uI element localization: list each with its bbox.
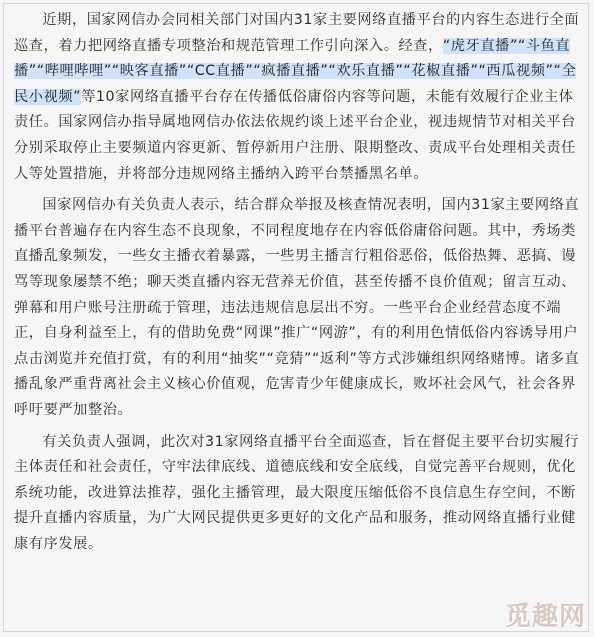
watermark-logo: 觅趣网: [504, 602, 586, 632]
paragraph-2-text: 国家网信办有关负责人表示，结合群众举报及核查情况表明，国内31家主要网络直播平台普遍存在内容生态不良现象，不同程度地存在内容低俗庸俗问题。其中，秀场类直播乱象频发，一些女主播衣着暴露，一些男主播言行粗俗恶俗，低俗热舞、恶搞、谩骂等现象屡禁不绝；聊天类直播内容无营养无价值，甚至传播不良价值观；留言互动、弹幕和用户账号注册疏于管理，违法违规信息层出不穷。一些平台企业经营态度不端正，自身利益至上，有的借助免费“网课”推广“网游”，有的利用色情低俗内容诱导用户点击浏览并充值打赏，有的利用“抽奖”“竞猜”“返利”等方式涉嫌组织网络赌博。诸多直播乱象严重背离社会主义核心价值观，危害青少年健康成长，败坏社会风气，社会各界呼吁要严加整治。: [14, 197, 580, 418]
paragraph-3-text: 有关负责人强调，此次对31家网络直播平台全面巡查，旨在督促主要平台切实履行主体责任和社会责任，守牢法律底线、道德底线和安全底线，自觉完善平台规则，优化系统功能，改进算法推荐，强化主播管理，最大限度压缩低俗不良信息生存空间，不断提升直播内容质量，为广大网民提供更多更好的文化产品和服务，推动网络直播行业健康有序发展。: [14, 433, 580, 552]
paragraph-1: [14, 8, 580, 187]
paragraph-2: [14, 193, 580, 423]
paragraph-1-text-after: 等10家网络直播平台存在传播低俗庸俗内容等问题，未能有效履行企业主体责任。国家网信办指导属地网信办依法依规约谈上述平台企业，视违规情节对相关平台分别采取停止主要频道内容更新、暂停新用户注册、限期整改、责成平台处理相关责任人等处置措施，并将部分违规网络主播纳入跨平台禁播黑名单。: [14, 88, 576, 182]
article-body: [14, 8, 580, 557]
paragraph-1-text-before: 近期，国家网信办会同相关部门对国内31家主要网络直播平台的内容生态进行全面巡查，着力把网络直播专项整治和规范管理工作引向深入。经查，: [14, 12, 580, 54]
paragraph-1-highlighted-platforms: “虎牙直播”“斗鱼直播”“哔哩哔哩”“映客直播”“CC直播”“疯播直播”“欢乐直播”“花椒直播”“西瓜视频”“全民小视频”: [14, 37, 577, 105]
paragraph-3: [14, 430, 580, 558]
